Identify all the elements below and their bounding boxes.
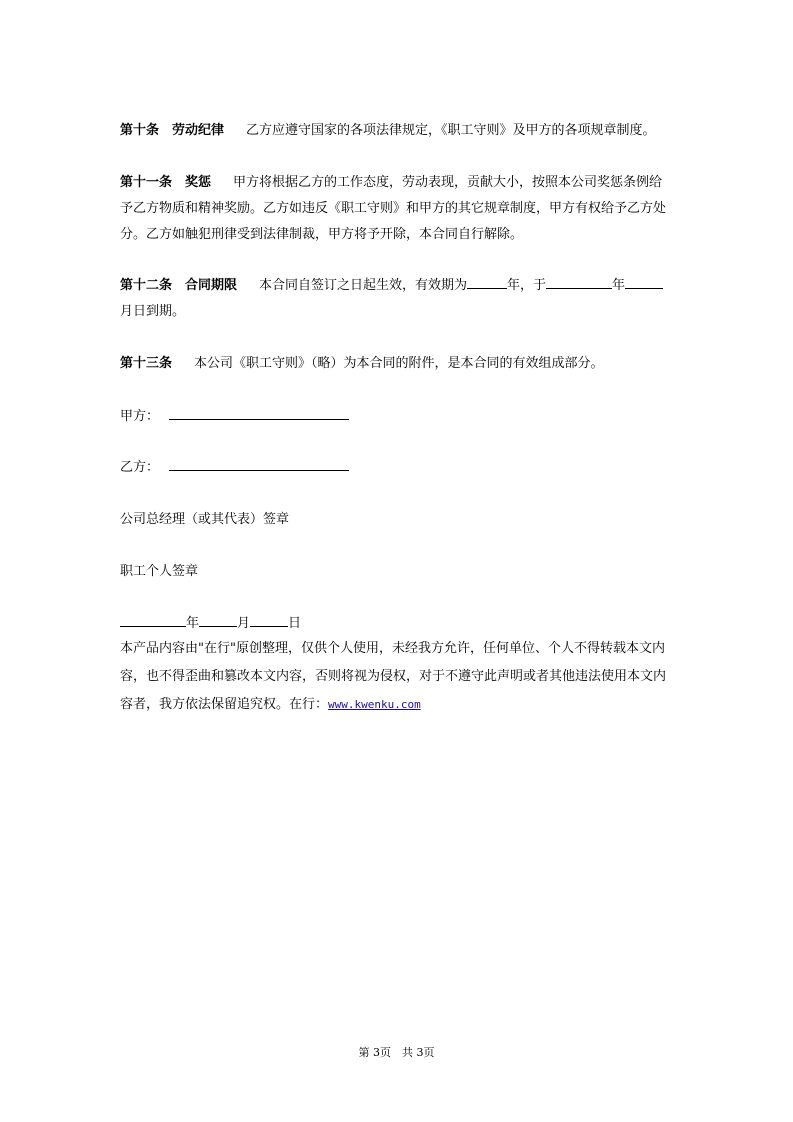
article-10-title: 第十条 劳动纪律 — [120, 123, 225, 138]
term-years-blank[interactable] — [467, 274, 507, 289]
notice-link[interactable]: www.kwenku.com — [328, 698, 421, 711]
article-13 — [120, 351, 675, 377]
article-10 — [120, 118, 675, 144]
article-11-text: 甲方将根据乙方的工作态度，劳动表现，贡献大小，按照本公司奖惩条例给予乙方物质和精神奖励。乙方如违反《职工守则》和甲方的其它规章制度，甲方有权给予乙方处分。乙方如触犯刑律受到法律制裁，甲方将予开除，本合同自行解除。 — [120, 175, 667, 242]
article-10-text: 乙方应遵守国家的各项法律规定，《职工守则》及甲方的各项规章制度。 — [246, 123, 656, 138]
party-b-signature-line[interactable] — [169, 456, 349, 471]
copyright-notice — [120, 635, 675, 719]
party-a-signature-line[interactable] — [169, 405, 349, 420]
sign-day-blank[interactable] — [250, 612, 288, 627]
article-12-unit-year2: 年 — [612, 278, 626, 293]
sign-date-row — [120, 611, 675, 637]
party-b-row — [120, 455, 675, 481]
sign-date-day: 日 — [288, 616, 302, 631]
page-footer: 第 3页 共 3页 — [358, 1046, 435, 1059]
article-11-title: 第十一条 奖惩 — [120, 175, 212, 190]
article-11 — [120, 170, 675, 248]
sign-year-blank[interactable] — [120, 612, 186, 627]
notice-text: 本产品内容由"在行"原创整理，仅供个人使用，未经我方允许，任何单位、个人不得转载本文内容，也不得歪曲和篡改本文内容，否则将视为侵权，对于不遵守此声明或者其他违法使用本文内容者，我方依法保留追究权。在行： — [120, 641, 667, 712]
expiry-year-blank[interactable] — [546, 274, 612, 289]
party-a-label: 甲方： — [120, 409, 160, 424]
article-12 — [120, 273, 675, 325]
article-12-unit-year: 年，于 — [507, 278, 547, 293]
expiry-month-blank[interactable] — [625, 274, 663, 289]
sign-date-month: 月 — [237, 616, 251, 631]
party-a-row — [120, 404, 675, 430]
article-13-text: 本公司《职工守则》（略）为本合同的附件，是本合同的有效组成部分。 — [194, 356, 604, 371]
employee-seal: 职工个人签章 — [120, 564, 199, 579]
sign-month-blank[interactable] — [199, 612, 237, 627]
article-12-text-after: 日到期。 — [133, 304, 186, 319]
article-12-unit-month: 月 — [120, 304, 134, 319]
article-12-title: 第十二条 合同期限 — [120, 278, 238, 293]
article-12-text-before: 本合同自签订之日起生效，有效期为 — [259, 278, 468, 293]
manager-seal: 公司总经理（或其代表）签章 — [120, 512, 290, 527]
sign-date-year: 年 — [186, 616, 200, 631]
party-b-label: 乙方： — [120, 460, 160, 475]
article-13-title: 第十三条 — [120, 356, 173, 371]
